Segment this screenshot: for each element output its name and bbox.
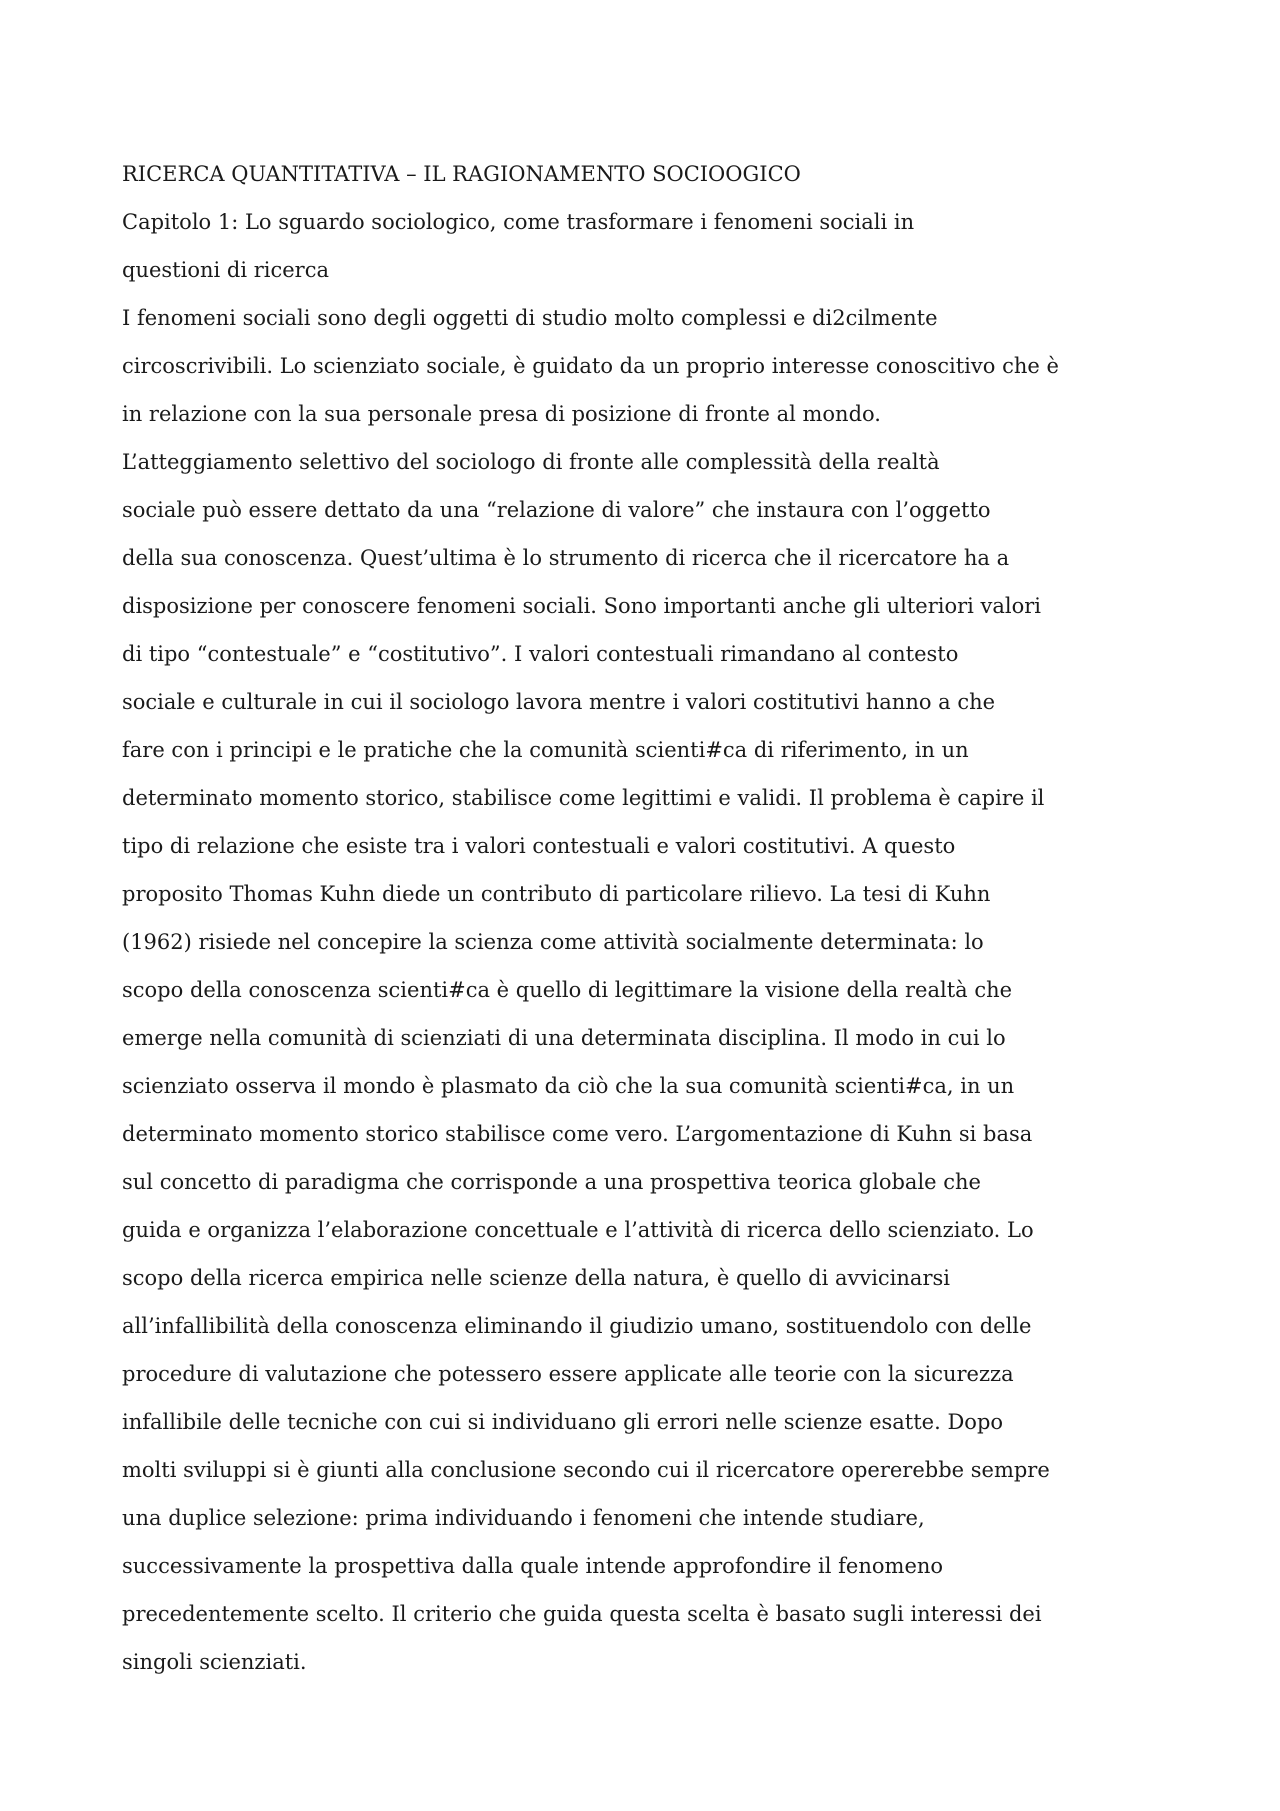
body-text-line: sociale e culturale in cui il sociologo lavora mentre i valori costitutivi hanno a che [122,690,996,714]
body-text-line: molti sviluppi si è giunti alla conclusione secondo cui il ricercatore opererebbe sempre [122,1458,1050,1482]
body-text-line: procedure di valutazione che potessero essere applicate alle teorie con la sicurezza [122,1362,1014,1386]
body-text-line: sul concetto di paradigma che corrisponde a una prospettiva teorica globale che [122,1170,981,1194]
body-text-line: guida e organizza l’elaborazione concettuale e l’attività di ricerca dello scienziato. Lo [122,1218,1034,1242]
chapter-heading-line-1: Capitolo 1: Lo sguardo sociologico, come trasformare i fenomeni sociali in [122,210,915,234]
body-text-line: una duplice selezione: prima individuando i fenomeni che intende studiare, [122,1506,925,1530]
body-text-line: (1962) risiede nel concepire la scienza come attività socialmente determinata: lo [122,930,984,954]
body-text-line: I fenomeni sociali sono degli oggetti di studio molto complessi e di2cilmente [122,306,938,330]
body-text-line: emerge nella comunità di scienziati di una determinata disciplina. Il modo in cui lo [122,1026,1006,1050]
body-text-line: infallibile delle tecniche con cui si individuano gli errori nelle scienze esatte. Dopo [122,1410,1004,1434]
chapter-heading-line-2: questioni di ricerca [122,258,329,282]
body-text-line: circoscrivibili. Lo scienziato sociale, è guidato da un proprio interesse conoscitivo che è [122,354,1059,378]
body-text-line: all’infallibilità della conoscenza eliminando il giudizio umano, sostituendolo con delle [122,1314,1032,1338]
body-text-line: sociale può essere dettato da una “relazione di valore” che instaura con l’oggetto [122,498,991,522]
body-text-line: di tipo “contestuale” e “costitutivo”. I valori contestuali rimandano al contesto [122,642,959,666]
body-text-line: determinato momento storico stabilisce come vero. L’argomentazione di Kuhn si basa [122,1122,1033,1146]
body-text-line: proposito Thomas Kuhn diede un contributo di particolare rilievo. La tesi di Kuhn [122,882,991,906]
body-text-line: tipo di relazione che esiste tra i valori contestuali e valori costitutivi. A questo [122,834,956,858]
document-title: RICERCA QUANTITATIVA – IL RAGIONAMENTO SOCIOOGICO [122,162,801,186]
body-text-line: scopo della conoscenza scienti#ca è quello di legittimare la visione della realtà che [122,978,1013,1002]
body-text-line: determinato momento storico, stabilisce come legittimi e validi. Il problema è capire il [122,786,1045,810]
body-text-line: scienziato osserva il mondo è plasmato da ciò che la sua comunità scienti#ca, in un [122,1074,1015,1098]
body-text-line: disposizione per conoscere fenomeni sociali. Sono importanti anche gli ulteriori valori [122,594,1042,618]
body-text-line: singoli scienziati. [122,1650,307,1674]
body-text-line: L’atteggiamento selettivo del sociologo di fronte alle complessità della realtà [122,450,940,474]
body-text-line: fare con i principi e le pratiche che la comunità scienti#ca di riferimento, in un [122,738,969,762]
body-text-line: in relazione con la sua personale presa di posizione di fronte al mondo. [122,402,881,426]
body-text-line: scopo della ricerca empirica nelle scienze della natura, è quello di avvicinarsi [122,1266,950,1290]
body-text-line: successivamente la prospettiva dalla quale intende approfondire il fenomeno [122,1554,944,1578]
document-body [122,150,1162,1686]
body-text-line: precedentemente scelto. Il criterio che guida questa scelta è basato sugli interessi dei [122,1602,1042,1626]
body-text-line: della sua conoscenza. Quest’ultima è lo strumento di ricerca che il ricercatore ha a [122,546,1010,570]
